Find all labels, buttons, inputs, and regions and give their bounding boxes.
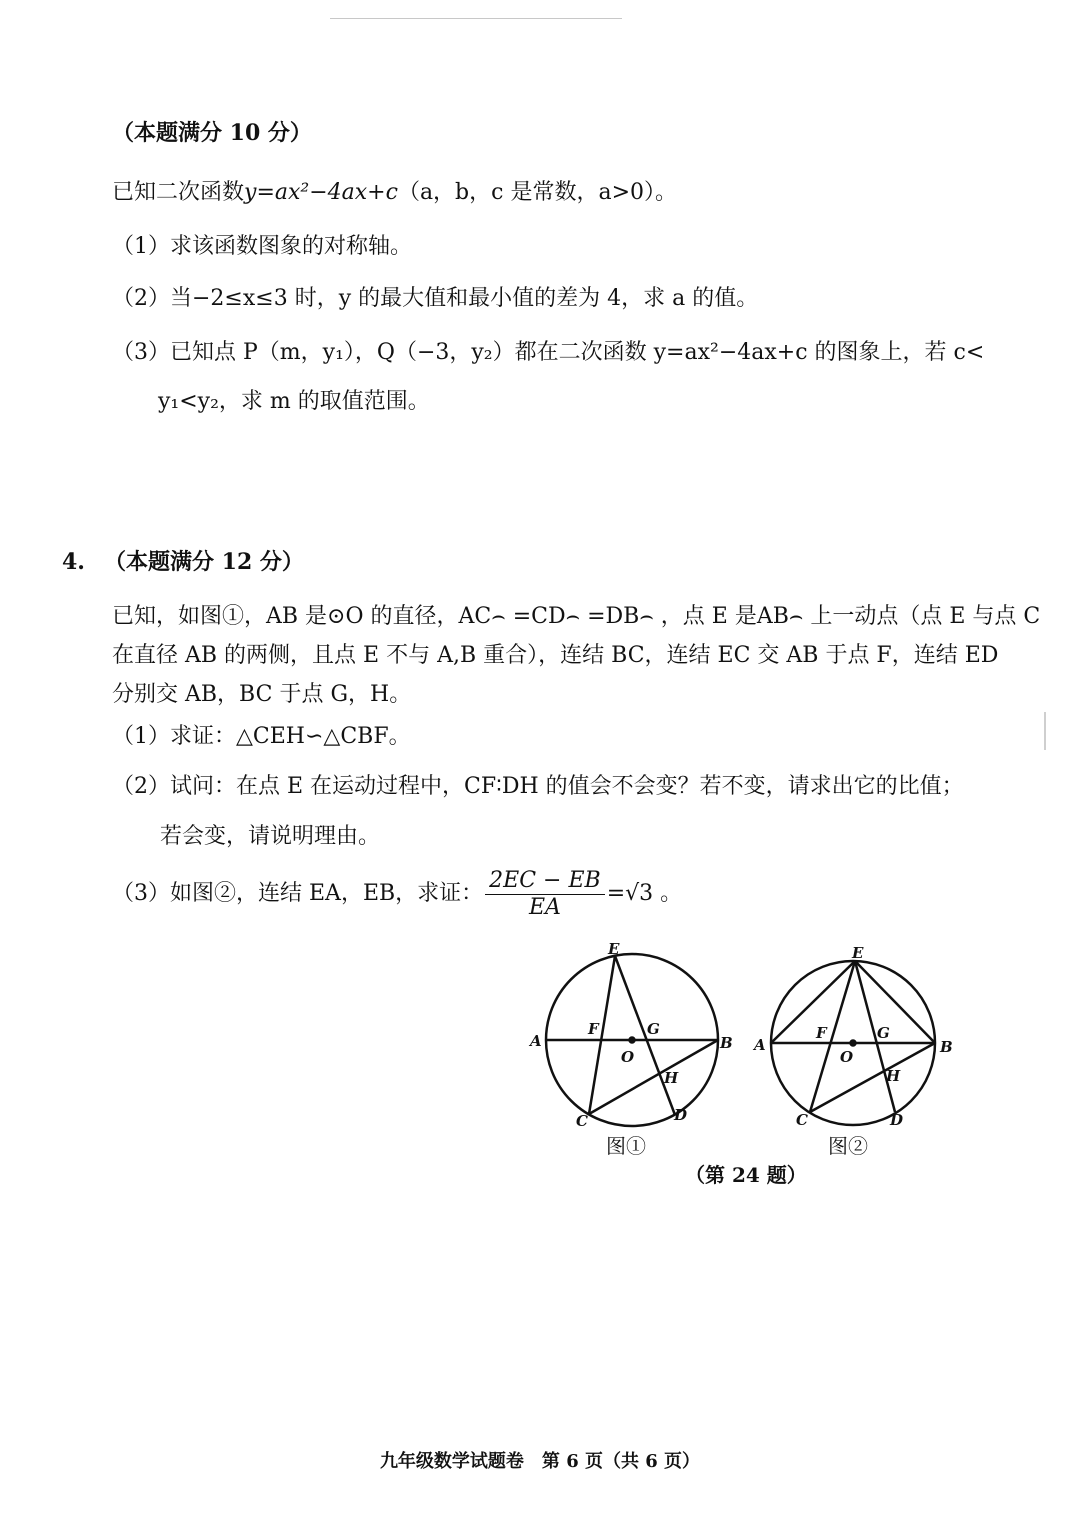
q24-part2-line2: 若会变，请说明理由。 (160, 824, 381, 849)
figure-title: （第 24 题） (685, 1163, 807, 1187)
q24-part3-lead: （3）如图②，连结 EA，EB，求证： (112, 881, 484, 906)
fig1-caption: 图① (606, 1134, 646, 1158)
fig1-label-f: F (588, 1020, 599, 1038)
fig2-center-dot (851, 1041, 856, 1046)
q23-part3-line1: （3）已知点 P（m，y₁），Q（−3，y₂）都在二次函数 y=ax²−4ax+c 的图象上，若 c< (112, 340, 985, 365)
q24-part3-fraction (485, 868, 605, 921)
fig1-label-d: D (674, 1106, 688, 1124)
q24-stem-line1: 已知，如图①，AB 是⊙O 的直径，AC⌢ =CD⌢ =DB⌢ ，点 E 是AB⌢ 上一动点（点 E 与点 C (112, 604, 1041, 629)
top-rule (330, 18, 622, 19)
fig2-label-a: A (754, 1036, 766, 1054)
q23-stem-lead: 已知二次函数 (112, 180, 245, 205)
fig1-label-b: B (720, 1034, 733, 1052)
fraction-numerator: 2EC − EB (485, 868, 605, 895)
fig1-label-h: H (664, 1069, 679, 1087)
q24-part3-tail: =√3 。 (606, 881, 683, 906)
fraction-denominator: EA (528, 894, 561, 920)
fig2-label-c: C (796, 1111, 808, 1129)
q23-stem (112, 178, 677, 208)
fig1-segment-bc (589, 1040, 718, 1114)
q24-stem-line2: 在直径 AB 的两侧，且点 E 不与 A,B 重合），连结 BC，连结 EC 交 AB 于点 F，连结 ED (112, 643, 999, 668)
q23-part1: （1）求该函数图象的对称轴。 (112, 234, 412, 259)
scan-mark (1044, 712, 1046, 750)
q24-part2-line1: （2）试问：在点 E 在运动过程中，CF∶DH 的值会不会变？若不变，请求出它的比值； (112, 774, 964, 799)
q24-part3 (112, 866, 682, 922)
page-footer: 九年级数学试题卷 第 6 页（共 6 页） (379, 1451, 701, 1472)
q23-header: （本题满分 10 分） (112, 120, 312, 146)
fig1-label-o: O (621, 1048, 635, 1066)
fig2-label-g: G (877, 1024, 890, 1042)
fig2-label-d: D (890, 1111, 904, 1129)
q24-stem-line3: 分别交 AB，BC 于点 G，H。 (112, 682, 412, 707)
fig2-caption: 图② (828, 1134, 868, 1158)
fig2-label-o: O (840, 1048, 854, 1066)
q24-figures (520, 940, 970, 1140)
fig2-label-h: H (886, 1067, 901, 1085)
fig1-segment-ed (615, 956, 675, 1115)
fig1-label-c: C (576, 1112, 588, 1130)
figure-2 (771, 961, 935, 1125)
fig2-label-b: B (940, 1038, 953, 1056)
circle-figures-svg (520, 940, 970, 1140)
q24-number: 4. (62, 549, 85, 575)
q23-stem-func: y=ax²−4ax+c (244, 180, 398, 205)
q23-part3-line2: y₁<y₂，求 m 的取值范围。 (158, 389, 430, 414)
fig1-label-a: A (530, 1032, 542, 1050)
figure-1-labels (528, 940, 733, 1130)
q24-part1: （1）求证：△CEH∽△CBF。 (112, 724, 411, 749)
fig1-label-e: E (608, 940, 620, 958)
fig1-center-dot (630, 1038, 635, 1043)
q23-part2: （2）当−2≤x≤3 时，y 的最大值和最小值的差为 4，求 a 的值。 (112, 286, 759, 311)
q23-stem-cond: （a，b，c 是常数，a>0）。 (397, 180, 677, 205)
fig2-label-e: E (852, 944, 864, 962)
figure-1 (546, 954, 718, 1126)
q24-header: （本题满分 12 分） (104, 549, 304, 575)
fig1-label-g: G (647, 1020, 660, 1038)
fig2-label-f: F (816, 1024, 827, 1042)
